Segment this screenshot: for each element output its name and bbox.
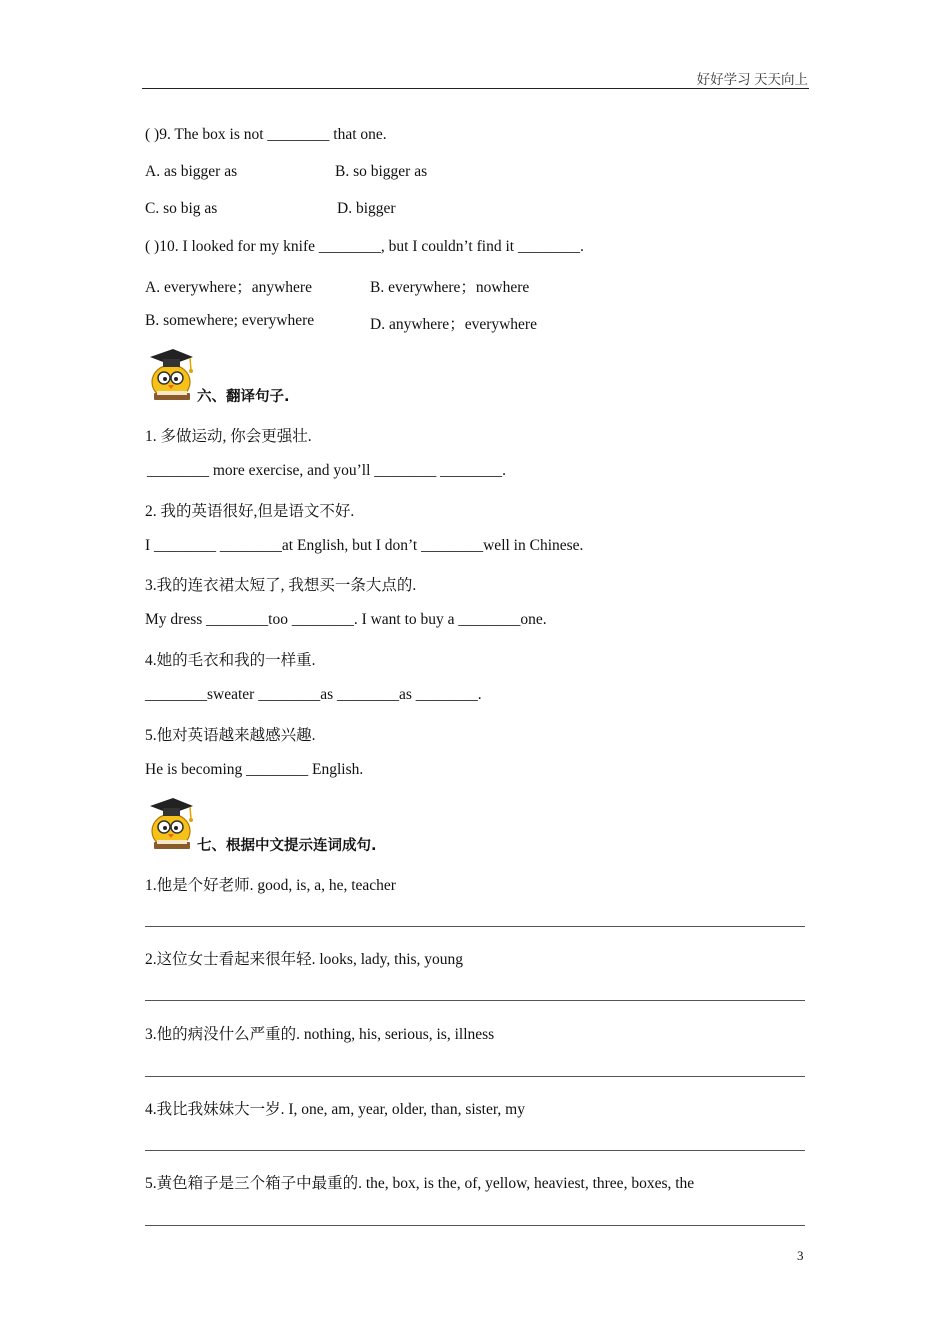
answer-line [145, 926, 805, 927]
graduate-mascot-icon [144, 346, 194, 402]
s6-item-5-en: He is becoming ________ English. [145, 761, 364, 778]
s6-item-4-en: ________sweater ________as ________as ________. [145, 686, 482, 703]
q9-option-a: A. as bigger as [145, 163, 238, 180]
graduate-mascot-icon [144, 795, 194, 851]
s6-item-4-cn: 4.她的毛衣和我的一样重. [145, 652, 316, 669]
s7-item-1: 1.他是个好老师. good, is, a, he, teacher [145, 877, 396, 894]
q10-option-d: D. anywhere；everywhere [370, 316, 537, 333]
s6-item-1-en: ________ more exercise, and you’ll ________ ________. [147, 462, 507, 479]
s6-item-1-cn: 1. 多做运动, 你会更强壮. [145, 428, 312, 445]
q9-option-c: C. so big as [145, 200, 218, 217]
s7-item-2: 2.这位女士看起来很年轻. looks, lady, this, young [145, 951, 464, 968]
s6-item-2-en: I ________ ________at English, but I don’t ________well in Chinese. [145, 537, 584, 554]
s6-item-2-cn: 2. 我的英语很好,但是语文不好. [145, 503, 355, 520]
q9-option-d: D. bigger [337, 200, 396, 217]
page-header-text: 好好学习 天天向上 [696, 72, 808, 87]
s7-item-4: 4.我比我妹妹大一岁. I, one, am, year, older, than, sister, my [145, 1101, 525, 1118]
header-rule [142, 88, 809, 89]
s7-item-3: 3.他的病没什么严重的. nothing, his, serious, is, illness [145, 1026, 495, 1043]
q10-option-c: B. somewhere; everywhere [145, 312, 315, 329]
s6-item-3-en: My dress ________too ________. I want to buy a ________one. [145, 611, 547, 628]
question-9: ( )9. The box is not ________ that one. [145, 126, 387, 143]
s7-item-5: 5.黄色箱子是三个箱子中最重的. the, box, is the, of, yellow, heaviest, three, boxes, the [145, 1175, 695, 1192]
answer-line [145, 1225, 805, 1226]
answer-line [145, 1076, 805, 1077]
s6-item-3-cn: 3.我的连衣裙太短了, 我想买一条大点的. [145, 577, 417, 594]
question-10: ( )10. I looked for my knife ________, but I couldn’t find it ________. [145, 238, 584, 255]
answer-line [145, 1000, 805, 1001]
page-number: 3 [797, 1248, 804, 1263]
q10-option-b: B. everywhere；nowhere [370, 279, 530, 296]
section-6-title: 六、翻译句子. [197, 389, 290, 405]
q10-option-a: A. everywhere；anywhere [145, 279, 312, 296]
q9-option-b: B. so bigger as [335, 163, 428, 180]
section-7-title: 七、根据中文提示连词成句. [197, 838, 377, 854]
answer-line [145, 1150, 805, 1151]
s6-item-5-cn: 5.他对英语越来越感兴趣. [145, 727, 316, 744]
